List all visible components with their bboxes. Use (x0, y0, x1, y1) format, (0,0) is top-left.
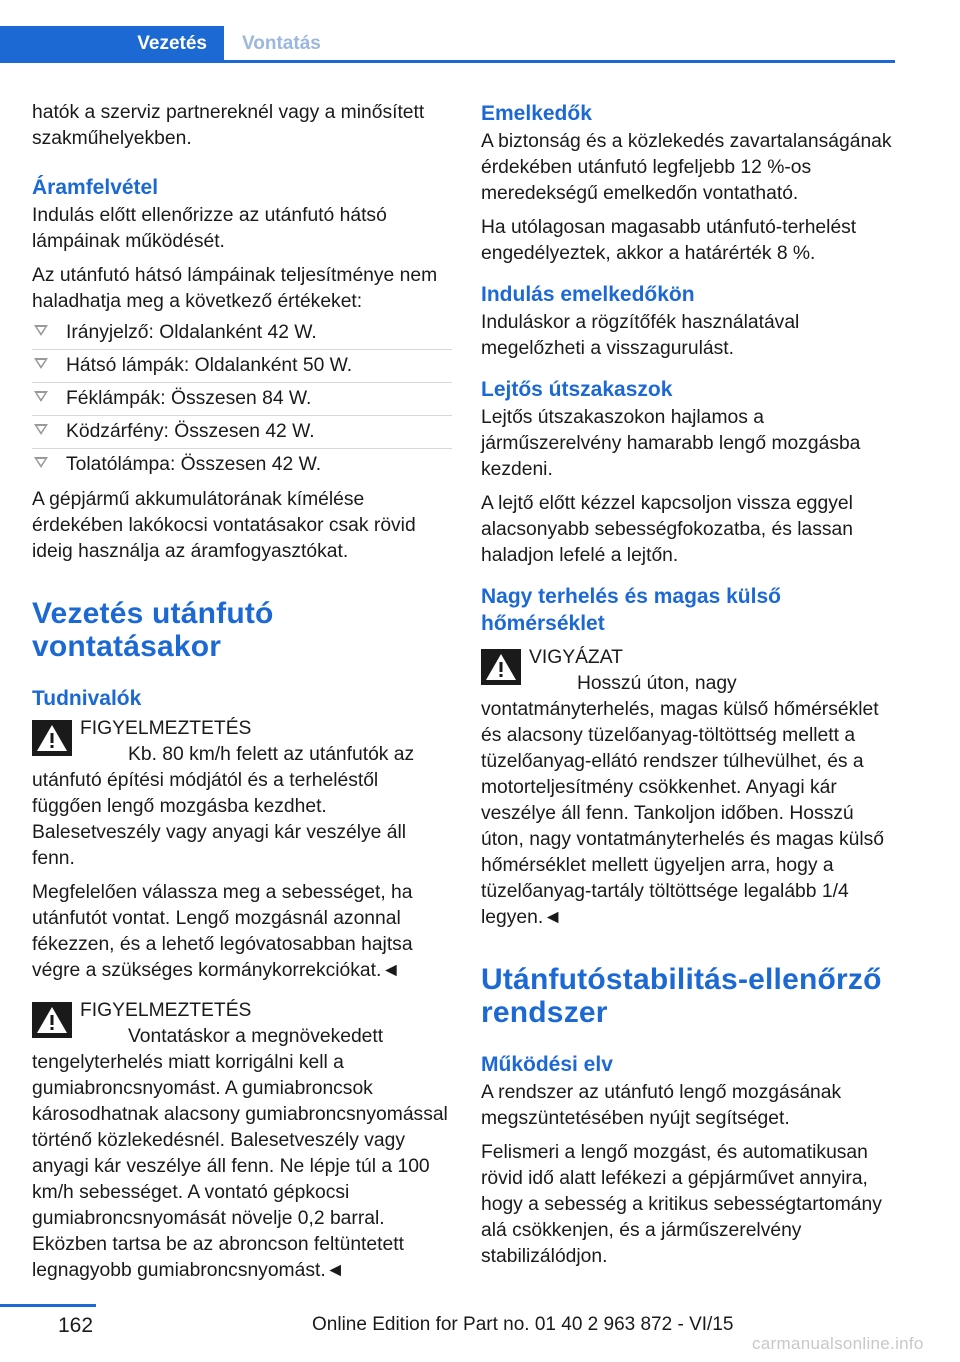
tab-vontatas[interactable]: Vontatás (242, 32, 321, 54)
caution-title: VIGYÁZAT (529, 647, 623, 668)
left-column (32, 100, 452, 1292)
heading-tudnivalok: Tudnivalók (32, 687, 142, 710)
warning-title: FIGYELMEZTETÉS (80, 1000, 252, 1021)
paragraph: Lejtős útszakaszokon hajlamos a járműszerelvény hamarabb lengő mozgásba kezdeni. (481, 407, 861, 480)
warning-body: Kb. 80 km/h felett az utánfutók az utánfutó építési módjától és a terheléstől függően lengő mozgásba kezdhet. Balesetveszély vagy anyagi kár veszélye áll fenn. (32, 744, 415, 869)
paragraph: Az utánfutó hátsó lámpáinak teljesítménye nem haladhatja meg a következő értékeket: (32, 265, 438, 312)
section-title-vezetes: Vezetés utánfutó vontatásakor (32, 597, 274, 663)
warning-triangle-icon (32, 1002, 72, 1038)
triangle-bullet-icon (34, 457, 48, 468)
heading-nagy-terheles: Nagy terhelés és magas külső hőmérséklet (481, 585, 781, 635)
page-header (0, 0, 960, 64)
tab-vezetes[interactable]: Vezetés (0, 26, 224, 61)
header-rule (0, 60, 895, 63)
footer-rule (0, 1304, 96, 1307)
list-item: Ködzárfény: Összesen 42 W. (32, 416, 452, 449)
edition-text: Online Edition for Part no. 01 40 2 963 872 - VI/15 (312, 1314, 734, 1335)
paragraph: A rendszer az utánfutó lengő mozgásának megszüntetésében nyújt segítséget. (481, 1082, 842, 1129)
triangle-bullet-icon (34, 358, 48, 369)
warning-block (32, 998, 452, 1284)
list-item: Irányjelző: Oldalanként 42 W. (32, 317, 452, 350)
intro-paragraph: hatók a szerviz partnereknél vagy a minősített szakműhelyekben. (32, 102, 425, 149)
triangle-bullet-icon (34, 325, 48, 336)
heading-lejtos: Lejtős útszakaszok (481, 378, 673, 401)
list-item: Féklámpák: Összesen 84 W. (32, 383, 452, 416)
paragraph: Indulás előtt ellenőrizze az utánfutó hátsó lámpáinak működését. (32, 205, 387, 252)
warning-triangle-icon (32, 720, 72, 756)
section-title-stabilitas: Utánfutóstabilitás-ellenőrző rendszer (481, 963, 882, 1029)
triangle-bullet-icon (34, 424, 48, 435)
paragraph: Megfelelően válassza meg a sebességet, ha utánfutót vontat. Lengő mozgásnál azonnal fékezzen, és a lehető legóvatosabban hajtsa végre a szükséges kormánykorrekciókat.◄ (32, 882, 413, 981)
paragraph: A lejtő előtt kézzel kapcsoljon vissza eggyel alacsonyabb sebességfokozatba, és lassan haladjon lefelé a lejtőn. (481, 493, 853, 566)
list-item: Hátsó lámpák: Oldalanként 50 W. (32, 350, 452, 383)
warning-block (32, 716, 452, 872)
paragraph: Induláskor a rögzítőfék használatával megelőzheti a visszagurulást. (481, 312, 800, 359)
paragraph: Ha utólagosan magasabb utánfutó-terhelést engedélyeztek, akkor a határérték 8 %. (481, 217, 857, 264)
warning-title: FIGYELMEZTETÉS (80, 718, 252, 739)
paragraph: A gépjármű akkumulátorának kímélése érdekében lakókocsi vontatásakor csak rövid ideig használja az áramfogyasztókat. (32, 489, 416, 562)
lamp-power-list (32, 317, 452, 481)
caution-block (481, 645, 899, 931)
right-column (481, 100, 899, 1278)
paragraph: A biztonság és a közlekedés zavartalanságának érdekében utánfutó legfeljebb 12 %-os meredekségű emelkedőn vontatható. (481, 131, 892, 204)
caution-body: Hosszú úton, nagy vontatmányterhelés, magas külső hőmérséklet és alacsony tüzelőanyag-töltöttség mellett a tüzelőanyag-ellátó rendszer túlhevülhet, és a motorteljesítmény csökkenhet. Anyagi kár veszélye áll fenn. Tankoljon időben. Hosszú úton, nagy vontatmányterhelés és magas külső hőmérséklet mellett ügyeljen arra, hogy a tüzelőanyag-tartály töltöttsége legalább 1/4 legyen.◄ (481, 673, 884, 928)
watermark: carmanualsonline.info (752, 1334, 924, 1353)
warning-body: Vontatáskor a megnövekedett tengelyterhelés miatt korrigálni kell a gumiabroncsnyomást. A gumiabroncsok károsodhatnak alacsony gumiabroncsnyomással történő közlekedésnél. Balesetveszély vagy anyagi kár veszélye áll fenn. Ne lépje túl a 100 km/h sebességet. A vontató gépkocsi gumiabroncsnyomását növelje 0,2 barral. Eközben tartsa be az abroncson feltüntetett legnagyobb gumiabroncsnyomást.◄ (32, 1026, 448, 1281)
paragraph: Felismeri a lengő mozgást, és automatikusan rövid idő alatt lefékezi a gépjárművet annyira, hogy a sebesség a kritikus sebességtartomány alá csökkenjen, és a járműszerelvény stabilizálódjon. (481, 1142, 882, 1267)
warning-triangle-icon (481, 649, 521, 685)
heading-mukodesi-elv: Működési elv (481, 1053, 613, 1076)
triangle-bullet-icon (34, 391, 48, 402)
heading-indulas: Indulás emelkedőkön (481, 283, 695, 306)
heading-emelkedok: Emelkedők (481, 102, 592, 125)
heading-aramfelvetel: Áramfelvétel (32, 176, 159, 199)
list-item: Tolatólámpa: Összesen 42 W. (32, 449, 452, 481)
page-number: 162 (58, 1314, 94, 1337)
